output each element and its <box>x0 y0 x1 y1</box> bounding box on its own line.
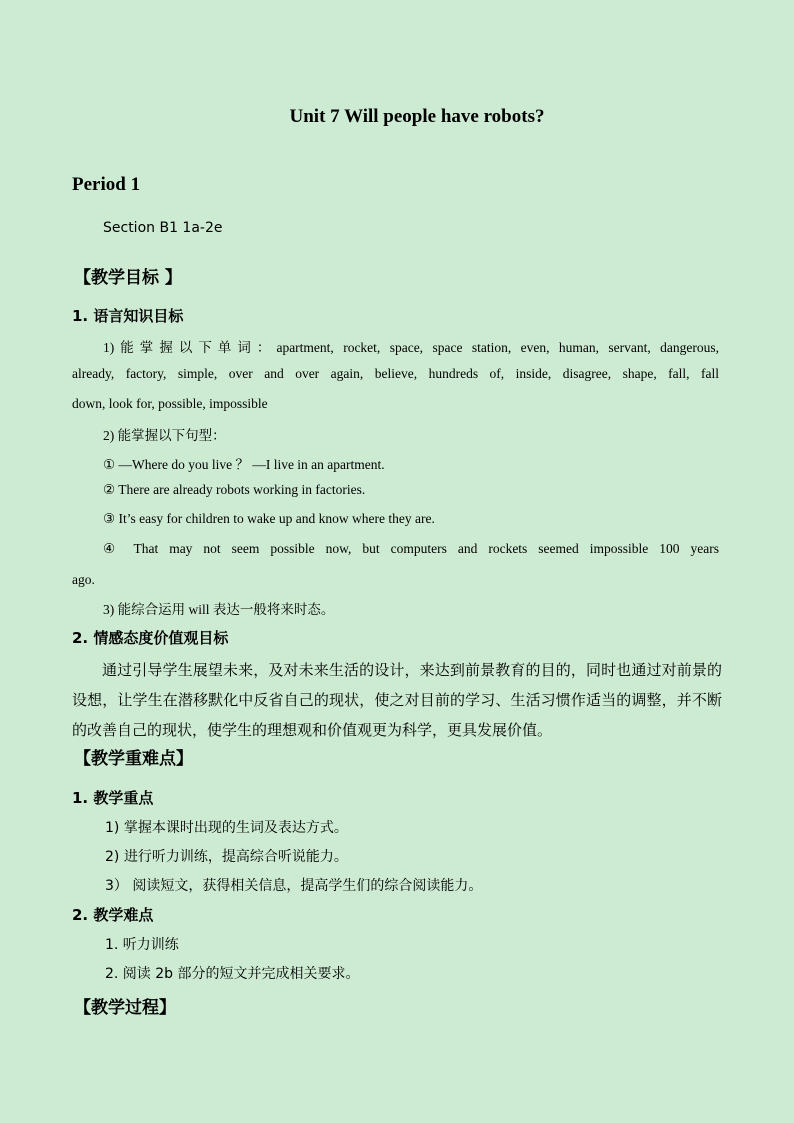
sentence-4-continued: ago. <box>72 572 95 587</box>
will-tense-line: 3) 能综合运用 will 表达一般将来时态。 <box>103 602 335 617</box>
sentence-3: ③ It’s easy for children to wake up and know where they are. <box>103 511 435 526</box>
document-title: Unit 7 Will people have robots? <box>289 106 545 127</box>
key-point-3: 3） 阅读短文，获得相关信息，提高学生们的综合阅读能力。 <box>105 878 483 894</box>
vocab-line-1: 1)能掌握以下单词：apartment, rocket, space, space station, even, human, servant, dangerous, <box>103 340 719 355</box>
sentence-1: ① —Where do you live ？ —I live in an apartment. <box>103 457 385 472</box>
heading-key-points: 1. 教学重点 <box>72 789 154 807</box>
heading-teaching-process: 【教学过程】 <box>74 998 176 1018</box>
sentence-4: ④ That may not seem possible now, but computers and rockets seemed impossible 100 years <box>103 541 719 556</box>
emotion-paragraph: 通过引导学生展望未来，及对未来生活的设计，来达到前景教育的目的，同时也通过对前景的设想，让学生在潜移默化中反省自己的现状，使之对目前的学习、生活习惯作适当的调整，并不断的改善自己的现状，使学生的理想观和价值观更为科学，更具发展价值。 <box>72 661 722 739</box>
vocab-line-2: already, factory, simple, over and over again, believe, hundreds of, inside, disagree, shape, fall, fall <box>72 366 719 381</box>
key-point-2: 2) 进行听力训练，提高综合听说能力。 <box>105 849 348 865</box>
sentence-2: ② There are already robots working in factories. <box>103 482 366 497</box>
vocab-line-3: down, look for, possible, impossible <box>72 396 268 411</box>
heading-key-difficult: 【教学重难点】 <box>74 749 193 769</box>
heading-teaching-objectives: 【教学目标 】 <box>74 268 182 288</box>
section-label: Section B1 1a-2e <box>103 220 223 236</box>
heading-difficult-points: 2. 教学难点 <box>72 906 154 924</box>
difficult-point-2: 2. 阅读 2b 部分的短文并完成相关要求。 <box>105 966 360 982</box>
difficult-point-1: 1. 听力训练 <box>105 937 179 953</box>
key-point-1: 1) 掌握本课时出现的生词及表达方式。 <box>105 820 348 836</box>
sentence-patterns-label: 2) 能掌握以下句型： <box>103 428 226 443</box>
heading-emotion-values: 2. 情感态度价值观目标 <box>72 629 229 647</box>
heading-language-knowledge: 1. 语言知识目标 <box>72 307 184 325</box>
period-heading: Period 1 <box>72 174 141 195</box>
